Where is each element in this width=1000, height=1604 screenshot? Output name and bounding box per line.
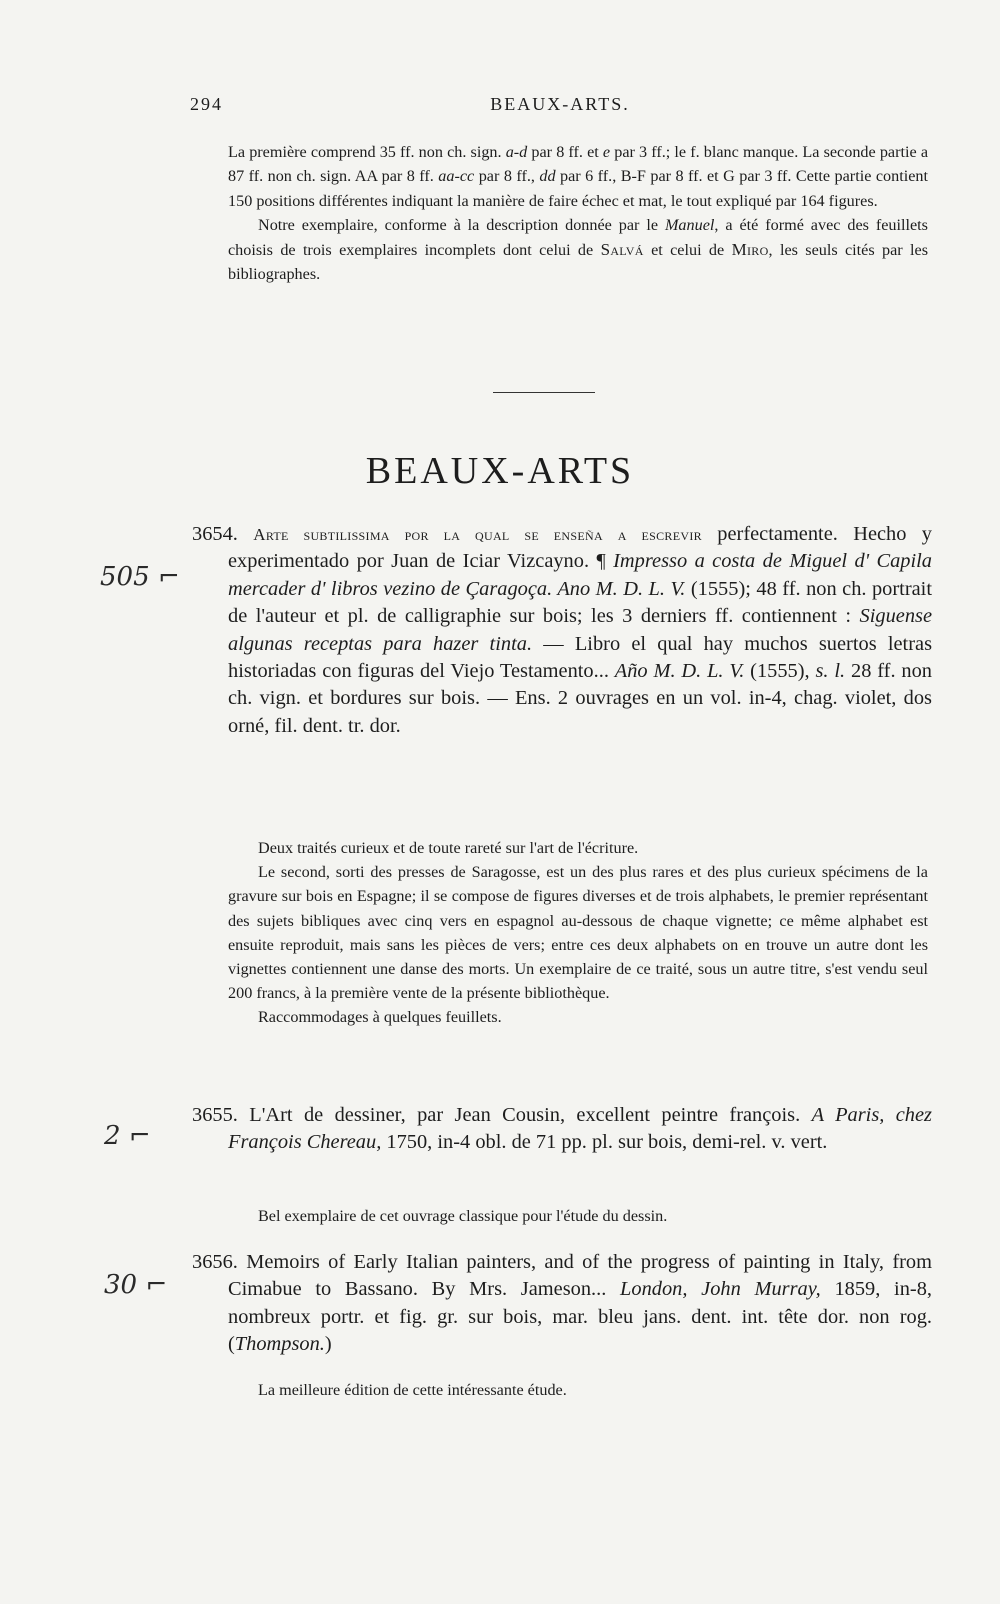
entry-3656-description: 3656. Memoirs of Early Italian painters, and of the progress of painting in Italy, from Cimabue to Bassano. By Mrs. Jameson... London, John Murray, 1859, in-8, nombreux portr. et fig. gr. sur bois, mar. bleu jans. dent. int. tête dor. non rog. (Thompson.) bbox=[192, 1251, 932, 1356]
handwritten-price-note: 505 ⌐ bbox=[100, 562, 180, 592]
note-line: Raccommodages à quelques feuillets. bbox=[258, 1008, 502, 1027]
running-title: BEAUX-ARTS. bbox=[490, 94, 630, 114]
handwritten-price-note: 2 ⌐ bbox=[104, 1121, 151, 1151]
entry-3656-notes bbox=[228, 1378, 928, 1402]
entry-3656 bbox=[192, 1249, 932, 1359]
entry-3654-description: 3654. Arte subtilissima por la qual se enseña a escrevir perfectamente. Hecho y experimentado por Juan de Iciar Vizcayno. ¶ Impresso a costa de Miguel d' Capila mercader d' libros vezino de Çaragoça. Ano M. D. L. V. (1555); 48 ff. non ch. portrait de l'auteur et pl. de calligraphie sur bois; les 3 derniers ff. contiennent : Siguense algunas receptas para hazer tinta. — Libro el qual hay muchos suertos letras historiadas con figuras del Viejo Testamento... Año M. D. L. V. (1555), s. l. 28 ff. non ch. vign. et bordures sur bois. — Ens. 2 ouvrages en un vol. in-4, chag. violet, dos orné, fil. dent. tr. dor. bbox=[192, 523, 933, 737]
entry-3655-description: 3655. L'Art de dessiner, par Jean Cousin, excellent peintre françois. A Paris, chez François Chereau, 1750, in-4 obl. de 71 pp. pl. sur bois, demi-rel. v. vert. bbox=[192, 1104, 932, 1154]
entry-3655-notes bbox=[228, 1204, 928, 1228]
continuation-paragraph-2: Notre exemplaire, conforme à la description donnée par le Manuel, a été formé avec des feuillets choisis de trois exemplaires incomplets dont celui de Salvá et celui de Miro, les seuls cités par les bibliographes. bbox=[228, 216, 929, 284]
continuation-paragraph-1: La première comprend 35 ff. non ch. sign. a-d par 8 ff. et e par 3 ff.; le f. blanc manque. La seconde partie a 87 ff. non ch. sign. AA par 8 ff. aa-cc par 8 ff., dd par 6 ff., B-F par 8 ff. et G par 3 ff. Cette partie contient 150 positions différentes indiquant la manière de faire échec et mat, le tout expliqué par 164 figures. bbox=[228, 143, 928, 210]
section-divider bbox=[493, 392, 595, 393]
entry-3654 bbox=[192, 521, 932, 740]
entry-3654-notes bbox=[228, 836, 928, 1030]
note-line: Bel exemplaire de cet ouvrage classique pour l'étude du dessin. bbox=[258, 1207, 668, 1225]
continuation-text bbox=[228, 140, 928, 286]
running-head bbox=[190, 94, 930, 118]
note-line: Deux traités curieux et de toute rareté sur l'art de l'écriture. bbox=[258, 839, 639, 857]
handwritten-price-note: 30 ⌐ bbox=[104, 1270, 168, 1300]
entry-3655 bbox=[192, 1102, 932, 1157]
page-number: 294 bbox=[190, 94, 223, 114]
note-line: Le second, sorti des presses de Saragosse, est un des plus rares et des plus curieux spécimens de la gravure sur bois en Espagne; il se compose de figures diverses et de trois alphabets, le premier représentant des sujets bibliques avec cinq vers en espagnol au-dessous de chaque vignette; ce même alphabet est ensuite reproduit, mais sans les pièces de vers; entre ces deux alphabets on en trouve un autre dont les vignettes contiennent une danse des morts. Un exemplaire de ce traité, sous un autre titre, s'est vendu seul 200 francs, à la première vente de la présente bibliothèque. bbox=[228, 863, 928, 1003]
section-title: BEAUX-ARTS bbox=[365, 450, 635, 492]
note-line: La meilleure édition de cette intéressante étude. bbox=[258, 1381, 567, 1399]
